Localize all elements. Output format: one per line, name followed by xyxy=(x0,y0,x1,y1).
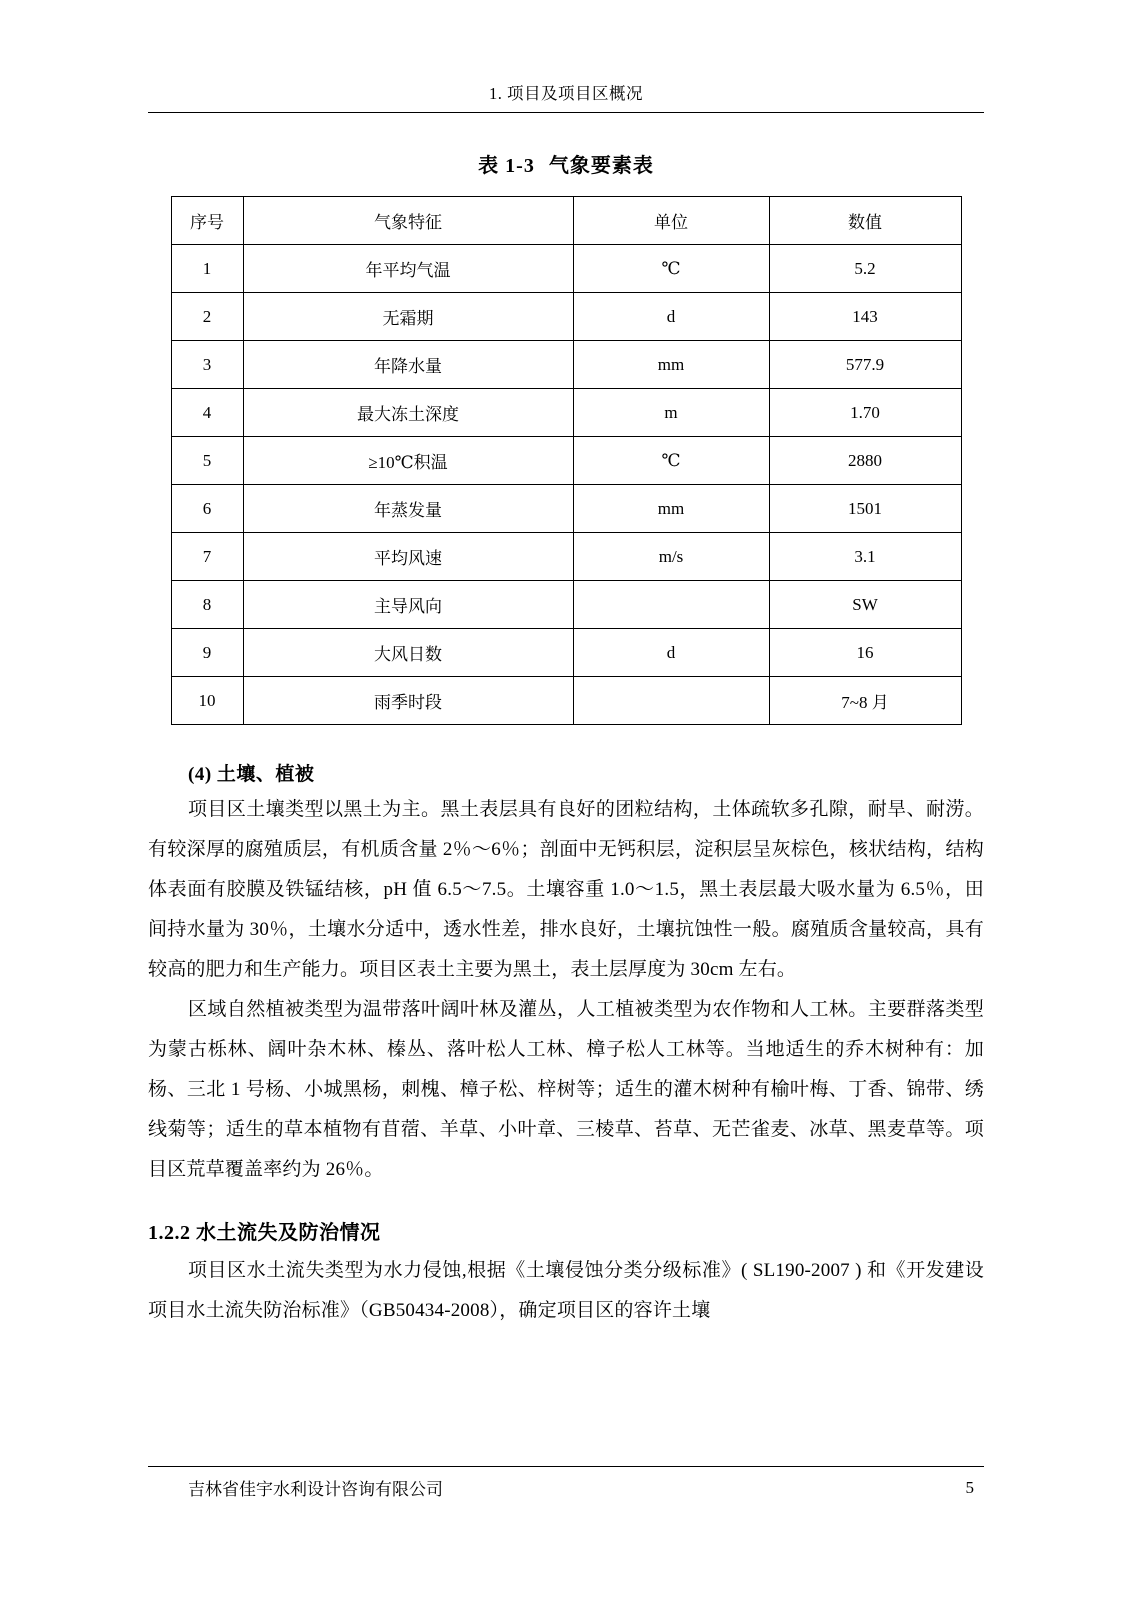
table-caption-text: 气象要素表 xyxy=(548,155,654,177)
cell-feature: 年降水量 xyxy=(243,341,573,389)
paragraph-vegetation: 区域自然植被类型为温带落叶阔叶林及灌丛，人工植被类型为农作物和人工林。主要群落类型为蒙古栎林、阔叶杂木林、榛丛、落叶松人工林、樟子松人工林等。当地适生的乔木树种有：加杨、三北 1 号杨、小城黑杨，刺槐、樟子松、梓树等；适生的灌木树种有榆叶梅、丁香、锦带、绣线菊等；适生的草本植物有苜蓿、羊草、小叶章、三棱草、苔草、无芒雀麦、冰草、黑麦草等。项目区荒草覆盖率约为 26％。 xyxy=(148,999,984,1180)
cell-unit xyxy=(573,581,769,629)
cell-unit: d xyxy=(573,629,769,677)
cell-feature: 雨季时段 xyxy=(243,677,573,725)
cell-unit: m xyxy=(573,389,769,437)
page-content xyxy=(148,0,984,1331)
cell-index: 3 xyxy=(171,341,243,389)
table-row xyxy=(171,245,961,293)
heading-soil-vegetation: (4) 土壤、植被 xyxy=(188,764,315,785)
table-row xyxy=(171,677,961,725)
cell-value: 1.70 xyxy=(769,389,961,437)
cell-value: 16 xyxy=(769,629,961,677)
cell-value: 1501 xyxy=(769,485,961,533)
page-number: 5 xyxy=(965,1477,974,1497)
table-row xyxy=(171,389,961,437)
column-header-value: 数值 xyxy=(769,197,961,245)
page-header xyxy=(148,0,984,113)
table-row xyxy=(171,581,961,629)
cell-index: 7 xyxy=(171,533,243,581)
paragraph-soil: 项目区土壤类型以黑土为主。黑土表层具有良好的团粒结构，土体疏软多孔隙，耐旱、耐涝。有较深厚的腐殖质层，有机质含量 2％～6％；剖面中无钙积层，淀积层呈灰棕色，核状结构，结构体表面有胶膜及铁锰结核，pH 值 6.5～7.5。土壤容重 1.0～1.5，黑土表层最大吸水量为 6.5％，田间持水量为 30％，土壤水分适中，透水性差，排水良好，土壤抗蚀性一般。腐殖质含量较高，具有较高的肥力和生产能力。项目区表土主要为黑土，表土层厚度为 30cm 左右。 xyxy=(148,799,984,980)
cell-index: 6 xyxy=(171,485,243,533)
cell-index: 4 xyxy=(171,389,243,437)
cell-feature: 年蒸发量 xyxy=(243,485,573,533)
table-row xyxy=(171,629,961,677)
cell-index: 5 xyxy=(171,437,243,485)
cell-unit: mm xyxy=(573,485,769,533)
column-header-feature: 气象特征 xyxy=(243,197,573,245)
paragraph-erosion: 项目区水土流失类型为水力侵蚀,根据《土壤侵蚀分类分级标准》( SL190-2007 ) 和《开发建设项目水土流失防治标准》（GB50434-2008），确定项目区的容许土壤 xyxy=(148,1260,984,1321)
cell-index: 1 xyxy=(171,245,243,293)
cell-value: 3.1 xyxy=(769,533,961,581)
cell-value: 577.9 xyxy=(769,341,961,389)
cell-value: 5.2 xyxy=(769,245,961,293)
table-caption-number: 表 1-3 xyxy=(478,155,535,177)
page-footer xyxy=(148,1466,984,1500)
column-header-index: 序号 xyxy=(171,197,243,245)
cell-feature: 无霜期 xyxy=(243,293,573,341)
table-header-row xyxy=(171,197,961,245)
running-title: 1. 项目及项目区概况 xyxy=(489,84,643,103)
cell-value: 7~8 月 xyxy=(769,677,961,725)
cell-feature: ≥10℃积温 xyxy=(243,437,573,485)
cell-index: 2 xyxy=(171,293,243,341)
cell-index: 8 xyxy=(171,581,243,629)
table-row xyxy=(171,485,961,533)
cell-feature: 年平均气温 xyxy=(243,245,573,293)
cell-feature: 大风日数 xyxy=(243,629,573,677)
cell-index: 10 xyxy=(171,677,243,725)
cell-unit: d xyxy=(573,293,769,341)
cell-unit: ℃ xyxy=(573,437,769,485)
cell-feature: 平均风速 xyxy=(243,533,573,581)
cell-unit: ℃ xyxy=(573,245,769,293)
table-caption xyxy=(148,149,984,178)
cell-value: 2880 xyxy=(769,437,961,485)
cell-feature: 主导风向 xyxy=(243,581,573,629)
heading-soil-erosion: 1.2.2 水土流失及防治情况 xyxy=(148,1222,381,1244)
cell-value: 143 xyxy=(769,293,961,341)
footer-company-name: 吉林省佳宇水利设计咨询有限公司 xyxy=(188,1480,443,1499)
cell-unit: m/s xyxy=(573,533,769,581)
meteorological-elements-table xyxy=(171,196,962,725)
header-divider xyxy=(148,112,984,113)
table-row xyxy=(171,437,961,485)
cell-index: 9 xyxy=(171,629,243,677)
cell-unit xyxy=(573,677,769,725)
table-row xyxy=(171,341,961,389)
cell-unit: mm xyxy=(573,341,769,389)
cell-value: SW xyxy=(769,581,961,629)
cell-feature: 最大冻土深度 xyxy=(243,389,573,437)
table-row xyxy=(171,533,961,581)
table-row xyxy=(171,293,961,341)
column-header-unit: 单位 xyxy=(573,197,769,245)
